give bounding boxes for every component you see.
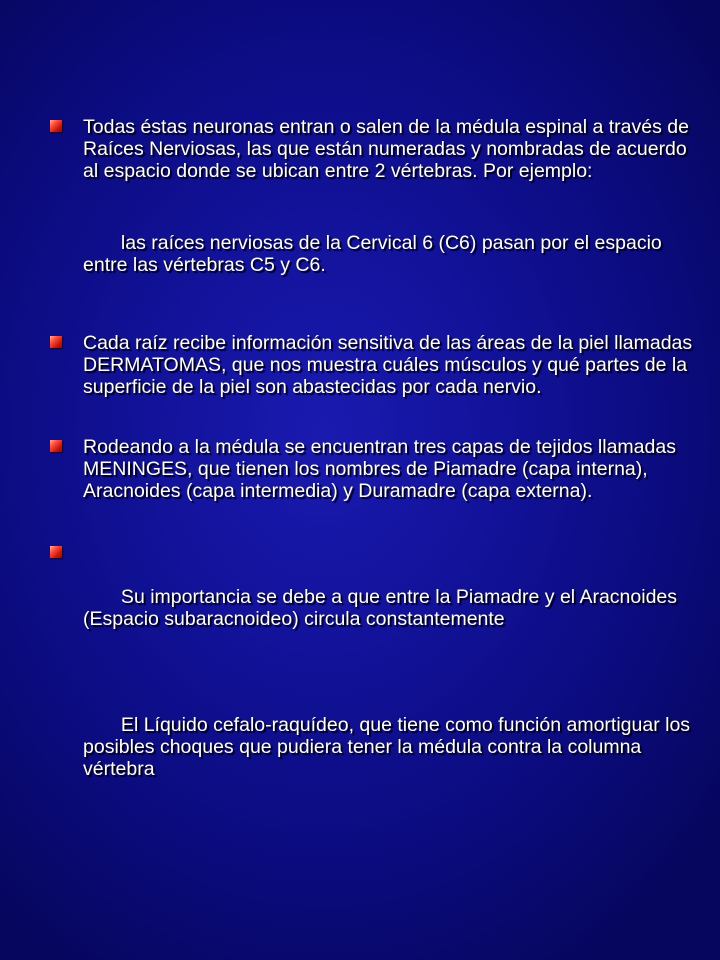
slide-body: [50, 116, 700, 802]
paragraph-text: El Líquido cefalo-raquídeo, que tiene como función amortiguar los posibles choques que pudiera tener la médula contra la columna vértebra: [83, 714, 696, 780]
bullet-paragraph-raices: [50, 116, 700, 182]
bullet-paragraph-dermatomas: [50, 332, 700, 398]
bullet-paragraph-importancia: [50, 542, 700, 652]
paragraph-text: Todas éstas neuronas entran o salen de la médula espinal a través de Raíces Nerviosas, las que están numeradas y nombradas de acuerdo al espacio donde se ubican entre 2 vértebras. Por ejemplo:: [83, 116, 689, 182]
square-bullet-icon: [50, 546, 62, 558]
square-bullet-icon: [50, 336, 62, 348]
square-bullet-icon: [50, 440, 62, 452]
paragraph-liquido-cefalorraquideo: [50, 692, 700, 802]
square-bullet-icon: [50, 120, 62, 132]
paragraph-text: Cada raíz recibe información sensitiva de las áreas de la piel llamadas DERMATOMAS, que nos muestra cuáles músculos y qué partes de la superficie de la piel son abastecidas por cada nervio.: [83, 332, 693, 398]
paragraph-example-c6: [50, 210, 700, 298]
bullet-paragraph-meninges: [50, 436, 700, 502]
paragraph-text: Su importancia se debe a que entre la Piamadre y el Aracnoides (Espacio subaracnoideo) circula constantemente: [83, 586, 683, 630]
paragraph-text: Rodeando a la médula se encuentran tres capas de tejidos llamadas MENINGES, que tienen los nombres de Piamadre (capa interna), Aracnoides (capa intermedia) y Duramadre (capa externa).: [83, 436, 676, 502]
paragraph-text: las raíces nerviosas de la Cervical 6 (C6) pasan por el espacio entre las vértebras C5 y C6.: [83, 232, 668, 276]
